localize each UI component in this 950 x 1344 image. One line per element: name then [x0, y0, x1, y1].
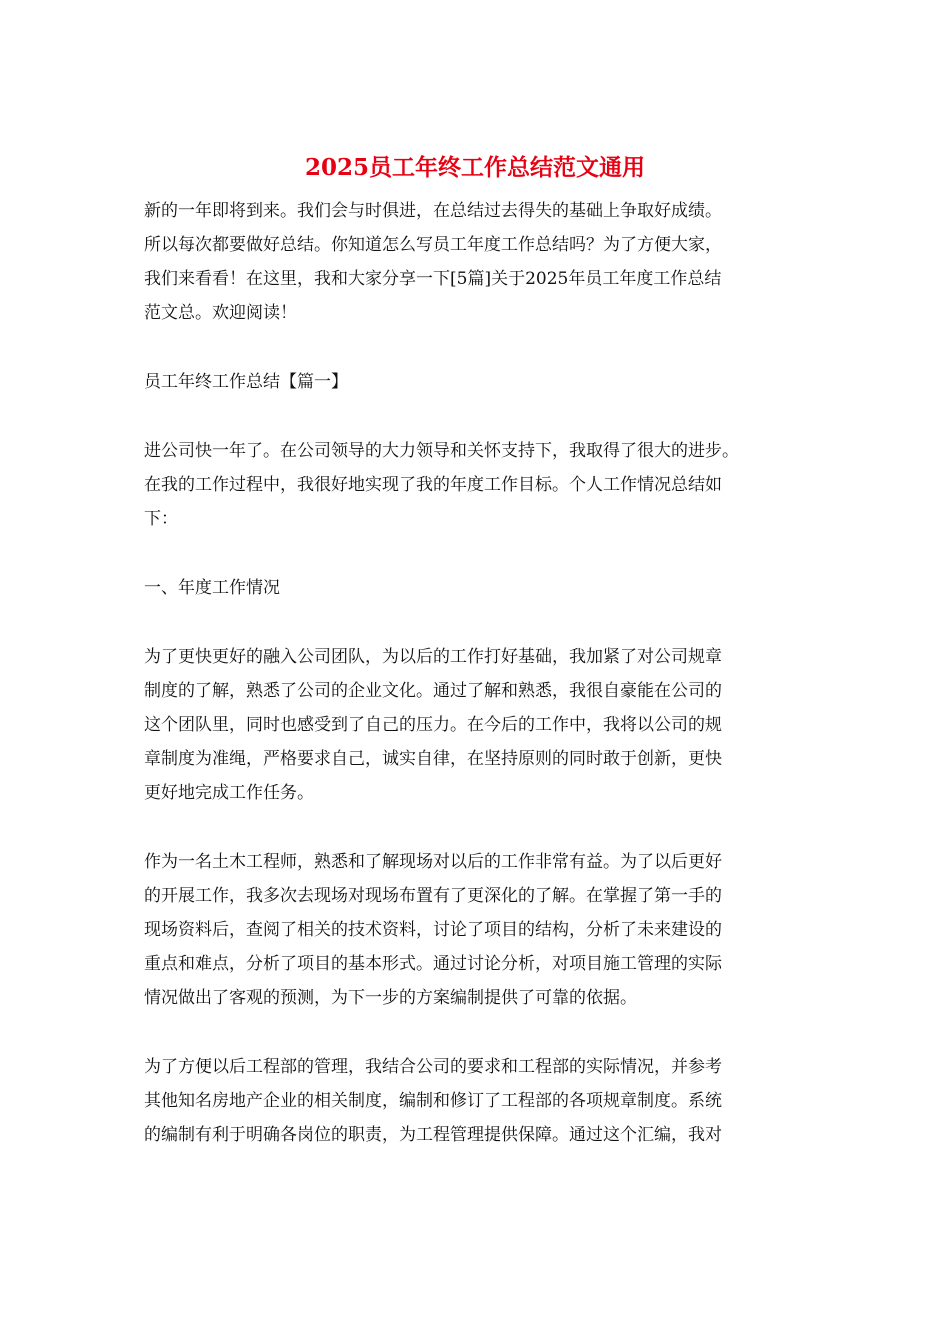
text-line: 的编制有利于明确各岗位的职责，为工程管理提供保障。通过这个汇编，我对 [144, 1125, 722, 1145]
text-line: 下： [144, 509, 178, 529]
text-line: 现场资料后，查阅了相关的技术资料，讨论了项目的结构，分析了未来建设的 [144, 920, 722, 940]
paragraph-gap [144, 605, 804, 640]
text-line: 为了方便以后工程部的管理，我结合公司的要求和工程部的实际情况，并参考 [144, 1057, 722, 1077]
paragraph-gap [144, 330, 804, 365]
text-line: 员工年终工作总结【篇一】 [144, 372, 348, 392]
paragraph-gap [144, 1015, 804, 1050]
text-line: 章制度为准绳，严格要求自己，诚实自律，在坚持原则的同时敢于创新，更快 [144, 749, 722, 769]
text-line: 重点和难点，分析了项目的基本形式。通过讨论分析，对项目施工管理的实际 [144, 954, 722, 974]
text-line: 进公司快一年了。在公司领导的大力领导和关怀支持下，我取得了很大的进步。 [144, 441, 739, 461]
text-line: 更好地完成工作任务。 [144, 783, 314, 803]
text-line: 在我的工作过程中，我很好地实现了我的年度工作目标。个人工作情况总结如 [144, 475, 722, 495]
text-line: 一、年度工作情况 [144, 578, 280, 598]
document-body [144, 194, 804, 1152]
text-line: 的开展工作，我多次去现场对现场布置有了更深化的了解。在掌握了第一手的 [144, 886, 722, 906]
text-line: 其他知名房地产企业的相关制度，编制和修订了工程部的各项规章制度。系统 [144, 1091, 722, 1111]
text-line: 范文总。欢迎阅读！ [144, 303, 297, 323]
text-line: 所以每次都要做好总结。你知道怎么写员工年度工作总结吗？为了方便大家， [144, 235, 722, 255]
text-line: 制度的了解，熟悉了公司的企业文化。通过了解和熟悉，我很自豪能在公司的 [144, 681, 722, 701]
text-line: 我们来看看！在这里，我和大家分享一下[5篇]关于2025年员工年度工作总结 [144, 269, 722, 289]
text-line: 新的一年即将到来。我们会与时俱进，在总结过去得失的基础上争取好成绩。 [144, 201, 722, 221]
text-line: 作为一名土木工程师，熟悉和了解现场对以后的工作非常有益。为了以后更好 [144, 852, 722, 872]
text-line: 这个团队里，同时也感受到了自己的压力。在今后的工作中，我将以公司的规 [144, 715, 722, 735]
paragraph-gap [144, 536, 804, 571]
text-line: 为了更快更好的融入公司团队，为以后的工作打好基础，我加紧了对公司规章 [144, 647, 722, 667]
paragraph-gap [144, 810, 804, 845]
document-title: 2025员工年终工作总结范文通用 [304, 154, 645, 181]
paragraph-gap [144, 399, 804, 434]
text-line: 情况做出了客观的预测，为下一步的方案编制提供了可靠的依据。 [144, 988, 637, 1008]
